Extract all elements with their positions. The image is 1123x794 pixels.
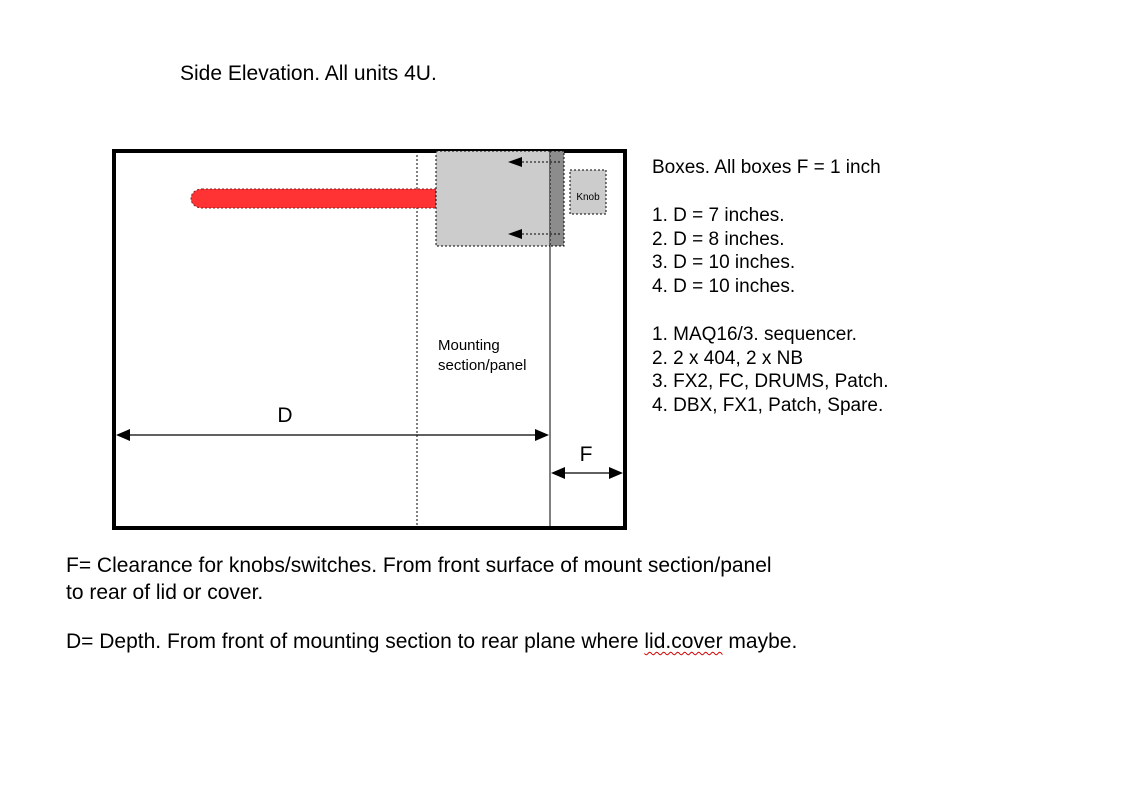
clearance-label: F — [579, 443, 593, 466]
front-panel-strip — [550, 151, 564, 246]
clearance-note — [66, 552, 772, 606]
knob-label: Knob — [576, 192, 600, 203]
depth-arrow-right — [535, 429, 549, 441]
depth-note-text: D= Depth. From front of mounting section to rear plane where — [66, 630, 645, 653]
depth-note — [66, 628, 797, 655]
clearance-arrow-right — [609, 467, 623, 479]
mounting-label-line2: section/panel — [438, 357, 527, 374]
contents-item: 3. FX2, FC, DRUMS, Patch. — [652, 371, 889, 393]
depth-item: 2. D = 8 inches. — [652, 228, 785, 250]
clearance-note-line2: to rear of lid or cover. — [66, 581, 264, 604]
depth-arrow-left — [116, 429, 130, 441]
depth-item: 3. D = 10 inches. — [652, 252, 796, 274]
contents-item: 1. MAQ16/3. sequencer. — [652, 324, 857, 345]
contents-item: 2. 2 x 404, 2 x NB — [652, 347, 804, 369]
legend-title: Boxes. All boxes F = 1 inch — [652, 157, 881, 178]
mounting-label-line1: Mounting — [438, 337, 500, 354]
depth-note-text-end: maybe. — [722, 630, 798, 653]
depth-item: 1. D = 7 inches. — [652, 205, 785, 226]
clearance-arrow-left — [551, 467, 565, 479]
spelling-flagged-word[interactable]: lid.cover — [644, 630, 723, 653]
depth-item: 4. D = 10 inches. — [652, 276, 796, 298]
contents-item: 4. DBX, FX1, Patch, Spare. — [652, 395, 884, 417]
depth-label: D — [277, 404, 293, 427]
module-box — [436, 151, 550, 246]
diagram-title: Side Elevation. All units 4U. — [180, 62, 437, 85]
depth-list — [652, 204, 795, 299]
contents-list — [652, 323, 889, 418]
cable — [191, 189, 437, 208]
clearance-note-line1: F= Clearance for knobs/switches. From front surface of mount section/panel — [66, 554, 772, 577]
